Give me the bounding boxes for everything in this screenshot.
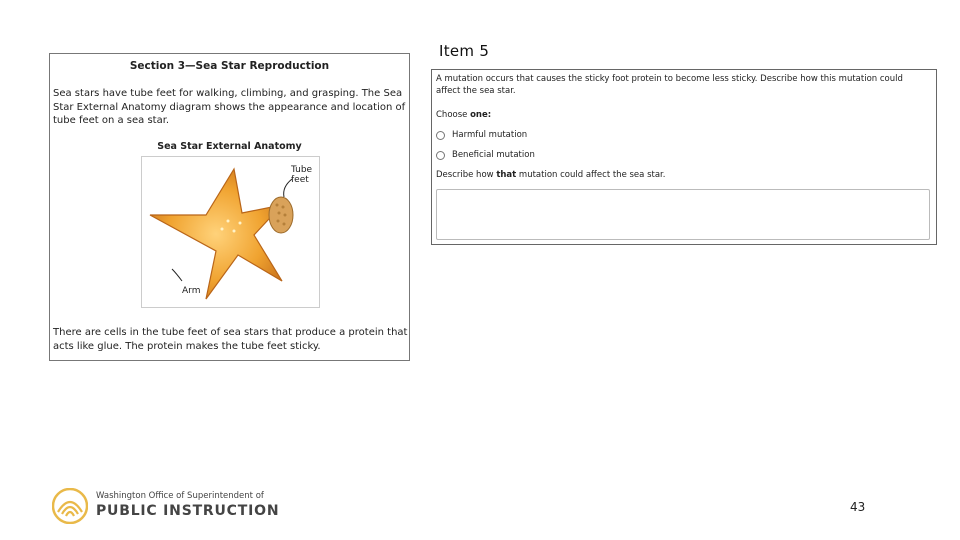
describe-prefix: Describe how: [436, 170, 497, 180]
radio-button[interactable]: [436, 131, 445, 140]
option-harmful[interactable]: [436, 130, 527, 140]
ospi-logo-icon: [52, 488, 88, 524]
section-title: Section 3—Sea Star Reproduction: [129, 60, 330, 72]
tube-feet-label: [291, 165, 312, 185]
org-name-line1: Washington Office of Superintendent of: [96, 491, 264, 501]
option-label[interactable]: Beneficial mutation: [452, 150, 535, 160]
passage-panel: [49, 53, 410, 361]
tube-label-line2: feet: [291, 175, 309, 185]
question-prompt: A mutation occurs that causes the sticky foot protein to become less sticky. Describe how this mutation could affect the sea star.: [436, 74, 903, 96]
arm-label: Arm: [182, 286, 201, 296]
describe-instruction: [436, 170, 665, 180]
question-panel: [431, 69, 937, 245]
option-beneficial[interactable]: [436, 150, 535, 160]
sea-star-diagram: [141, 156, 320, 308]
page-number: 43: [850, 500, 866, 514]
figure-title: Sea Star External Anatomy: [157, 141, 302, 152]
choose-prefix: Choose: [436, 110, 471, 120]
option-label[interactable]: Harmful mutation: [452, 130, 528, 140]
intro-paragraph: Sea stars have tube feet for walking, climbing, and grasping. The Sea Star External Anatomy diagram shows the appearance and location of tube feet on a sea star.: [53, 88, 406, 126]
radio-button[interactable]: [436, 151, 445, 160]
closing-paragraph: There are cells in the tube feet of sea stars that produce a protein that acts like glue. The protein makes the tube feet sticky.: [53, 327, 408, 352]
answer-textbox[interactable]: [436, 189, 930, 240]
org-name-line2: PUBLIC INSTRUCTION: [96, 503, 280, 519]
sea-star-body: [150, 169, 282, 299]
item-heading: Item 5: [439, 42, 490, 60]
describe-bold: that: [496, 170, 517, 180]
choose-bold: one:: [470, 110, 492, 120]
describe-suffix: mutation could affect the sea star.: [516, 170, 666, 180]
tube-label-line1: Tube: [291, 165, 313, 175]
choose-instruction: [436, 110, 491, 120]
arm-arrow: [172, 269, 182, 281]
tube-feet-cluster: [269, 197, 293, 233]
